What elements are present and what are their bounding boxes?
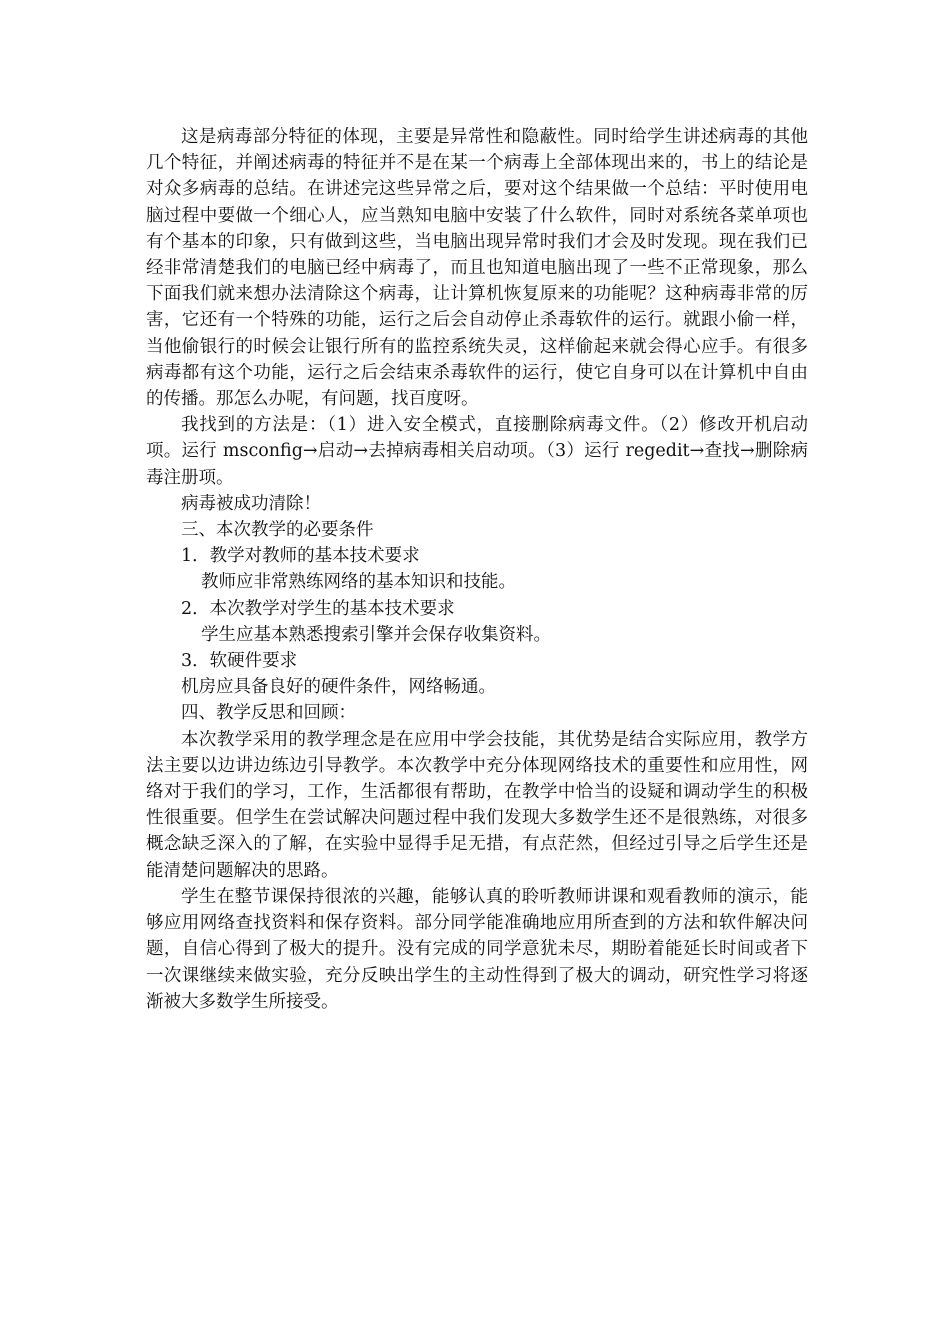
paragraph-removal-method: 我找到的方法是：（1）进入安全模式，直接删除病毒文件。（2）修改开机启动项。运行 msconfig→启动→去掉病毒相关启动项。（3）运行 regedit→查找→删除病毒注册项。 xyxy=(146,415,808,488)
heading-section-four: 四、教学反思和回顾： xyxy=(181,703,356,724)
heading-teacher-requirements: 1．教学对教师的基本技术要求 xyxy=(181,546,420,567)
paragraph-teaching-reflection: 本次教学采用的教学理念是在应用中学会技能，其优势是结合实际应用，教学方法主要以边讲边练边引导教学。本次教学中充分体现网络技术的重要性和应用性，网络对于我们的学习，工作，生活都很有帮助，在教学中恰当的设疑和调动学生的积极性很重要。但学生在尝试解决问题过程中我们发现大多数学生还不是很熟练，对很多概念缺乏深入的了解，在实验中显得手足无措，有点茫然，但经过引导之后学生还是能清楚问题解决的思路。 xyxy=(146,729,808,881)
heading-hardware-software: 3．软硬件要求 xyxy=(181,651,298,672)
paragraph-student-feedback: 学生在整节课保持很浓的兴趣，能够认真的聆听教师讲课和观看教师的演示，能够应用网络查找资料和保存资料。部分同学能准确地应用所查到的方法和软件解决问题，自信心得到了极大的提升。没有完成的同学意犹未尽，期盼着能延长时间或者下一次课继续来做实验，充分反映出学生的主动性得到了极大的调动，研究性学习将逐渐被大多数学生所接受。 xyxy=(146,886,808,1012)
paragraph-teacher-requirements: 教师应非常熟练网络的基本知识和技能。 xyxy=(201,572,516,593)
heading-section-three: 三、本次教学的必要条件 xyxy=(181,520,374,541)
document-body xyxy=(146,124,808,1015)
paragraph-hardware-software: 机房应具备良好的硬件条件，网络畅通。 xyxy=(181,677,496,698)
heading-student-requirements: 2．本次教学对学生的基本技术要求 xyxy=(181,598,455,619)
paragraph-virus-features: 这是病毒部分特征的体现，主要是异常性和隐蔽性。同时给学生讲述病毒的其他几个特征，并阐述病毒的特征并不是在某一个病毒上全部体现出来的，书上的结论是对众多病毒的总结。在讲述完这些异常之后，要对这个结果做一个总结：平时使用电脑过程中要做一个细心人，应当熟知电脑中安装了什么软件，同时对系统各菜单项也有个基本的印象，只有做到这些，当电脑出现异常时我们才会及时发现。现在我们已经非常清楚我们的电脑已经中病毒了，而且也知道电脑出现了一些不正常现象，那么下面我们就来想办法清除这个病毒，让计算机恢复原来的功能呢？这种病毒非常的厉害，它还有一个特殊的功能，运行之后会自动停止杀毒软件的运行。就跟小偷一样，当他偷银行的时候会让银行所有的监控系统失灵，这样偷起来就会得心应手。有很多病毒都有这个功能，运行之后会结束杀毒软件的运行，使它自身可以在计算机中自由的传播。那怎么办呢，有问题，找百度呀。 xyxy=(146,127,808,410)
paragraph-student-requirements: 学生应基本熟悉搜索引擎并会保存收集资料。 xyxy=(201,624,551,645)
paragraph-virus-cleared: 病毒被成功清除！ xyxy=(181,493,321,514)
